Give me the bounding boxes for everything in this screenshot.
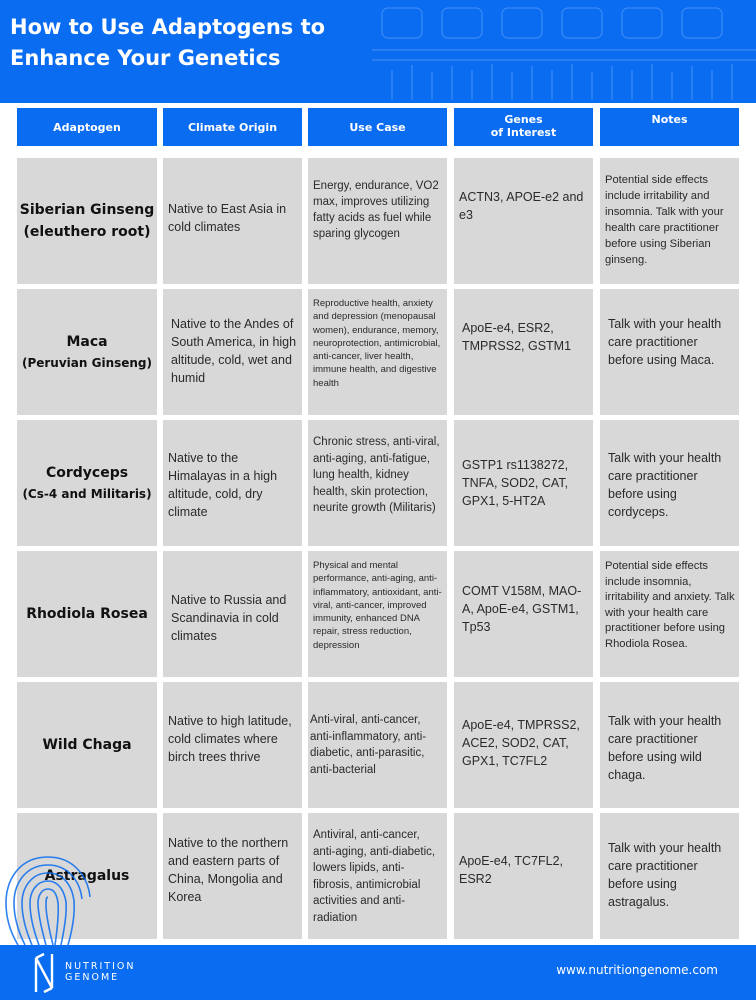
notes-cell [600,420,739,546]
use-case-text: Physical and mental performance, anti-aging, anti-inflammatory, antioxidant, anti-viral, anti-cancer, improved immunity, enhanced DNA repair, stress reduction, depression [313,560,442,651]
adaptogen-name: Astragalus [44,868,130,884]
adaptogen-name-cell [17,289,157,415]
climate-text: Native to Russia and Scandinavia in cold climates [171,593,287,643]
brand-line-2: GENOME [65,972,120,983]
use-case-text: Reproductive health, anxiety and depression (menopausal women), endurance, memory, neuroprotection, antimicrobial, anti-cancer, liver health, immune health, and digestive health [313,298,441,389]
column-header-label: Notes [651,113,688,126]
column-header-use-case [308,108,447,146]
genes-cell [454,551,593,677]
use-case-text: Chronic stress, anti-viral, anti-aging, anti-fatigue, lung health, kidney health, skin protection, neurite growth (Militaris) [313,436,440,514]
notes-text: Talk with your health care practitioner before using cordyceps. [608,451,722,519]
climate-cell [163,682,302,808]
genes-cell [454,289,593,415]
header-banner [0,0,756,103]
notes-text: Talk with your health care practitioner before using wild chaga. [608,714,722,782]
column-header-label: Adaptogen [53,120,121,134]
adaptogen-name-cell [17,420,157,546]
use-case-cell [308,551,447,677]
fingerprint-icon [0,845,96,945]
adaptogen-subname: (Peruvian Ginseng) [21,356,153,370]
use-case-cell [308,289,447,415]
notes-cell [600,813,739,939]
adaptogen-name-cell [17,551,157,677]
genes-text: COMT V158M, MAO-A, ApoE-e4, GSTM1, Tp53 [462,584,582,634]
adaptogen-subname: (eleuthero root) [23,224,151,240]
climate-cell [163,551,302,677]
notes-text: Talk with your health care practitioner before using astragalus. [608,841,722,909]
climate-text: Native to the Andes of South America, in high altitude, cold, wet and humid [171,317,297,385]
use-case-text: Antiviral, anti-cancer, anti-aging, anti-diabetic, lowers lipids, anti-fibrosis, antimicrobial activities and anti-radiation [313,829,436,924]
website-link[interactable]: www.nutritiongenome.com [556,963,718,977]
use-case-cell [308,158,447,284]
use-case-text: Anti-viral, anti-cancer, anti-inflammatory, anti-diabetic, anti-parasitic, anti-bacterial [310,714,427,776]
adaptogen-name-cell [17,682,157,808]
genes-text: ACTN3, APOE-e2 and e3 [459,190,584,222]
notes-text: Potential side effects include insomnia, irritability and anxiety. Talk with your health care practitioner before using Rhodiola Rosea. [605,560,735,650]
genes-cell [454,813,593,939]
use-case-text: Energy, endurance, VO2 max, improves utilizing fatty acids as fuel while sparing glycogen [313,180,439,240]
use-case-cell [308,420,447,546]
notes-text: Talk with your health care practitioner before using Maca. [608,317,722,367]
climate-text: Native to the Himalayas in a high altitude, cold, dry climate [168,451,278,519]
notes-cell [600,551,739,677]
genes-text: GSTP1 rs1138272, TNFA, SOD2, CAT, GPX1, 5-HT2A [462,458,569,508]
genes-cell [454,682,593,808]
column-header-label: of Interest [490,126,557,139]
climate-text: Native to high latitude, cold climates where birch trees thrive [168,714,292,764]
title-line-2: Enhance Your Genetics [10,46,281,70]
title-line-1: How to Use Adaptogens to [10,15,326,39]
footer-banner [0,945,756,1000]
adaptogen-subname: (Cs-4 and Militaris) [22,487,152,501]
circuit-pattern-decoration [372,0,756,103]
adaptogen-name-cell [17,158,157,284]
nutrition-genome-logo-icon [33,952,55,994]
use-case-cell [308,813,447,939]
adaptogen-name: Cordyceps [45,465,129,481]
climate-text: Native to East Asia in cold climates [168,202,287,234]
climate-cell [163,158,302,284]
adaptogen-name: Rhodiola Rosea [26,606,148,622]
adaptogen-name: Siberian Ginseng [19,202,155,218]
column-header-label: Genes [504,113,543,126]
column-header-notes [600,108,739,146]
genes-text: ApoE-e4, ESR2, TMPRSS2, GSTM1 [462,321,572,353]
notes-cell [600,682,739,808]
genes-cell [454,158,593,284]
brand-name [65,961,135,983]
column-header-adaptogen [17,108,157,146]
column-header-label: Use Case [349,120,406,134]
column-header-climate [163,108,302,146]
notes-cell [600,158,739,284]
adaptogen-name: Wild Chaga [42,737,132,753]
climate-text: Native to the northern and eastern parts of China, Mongolia and Korea [168,836,289,904]
column-header-genes [454,108,593,146]
brand-line-1: NUTRITION [65,961,136,972]
column-header-label: Climate Origin [187,120,278,134]
notes-text: Potential side effects include irritability and insomnia. Talk with your health care practitioner before using Siberian ginseng. [605,174,724,266]
climate-cell [163,420,302,546]
use-case-cell [308,682,447,808]
page-title [10,12,390,74]
adaptogen-name: Maca [66,334,108,350]
climate-cell [163,289,302,415]
genes-text: ApoE-e4, TMPRSS2, ACE2, SOD2, CAT, GPX1, TC7FL2 [462,718,580,768]
climate-cell [163,813,302,939]
notes-cell [600,289,739,415]
genes-text: ApoE-e4, TC7FL2, ESR2 [459,854,563,886]
genes-cell [454,420,593,546]
